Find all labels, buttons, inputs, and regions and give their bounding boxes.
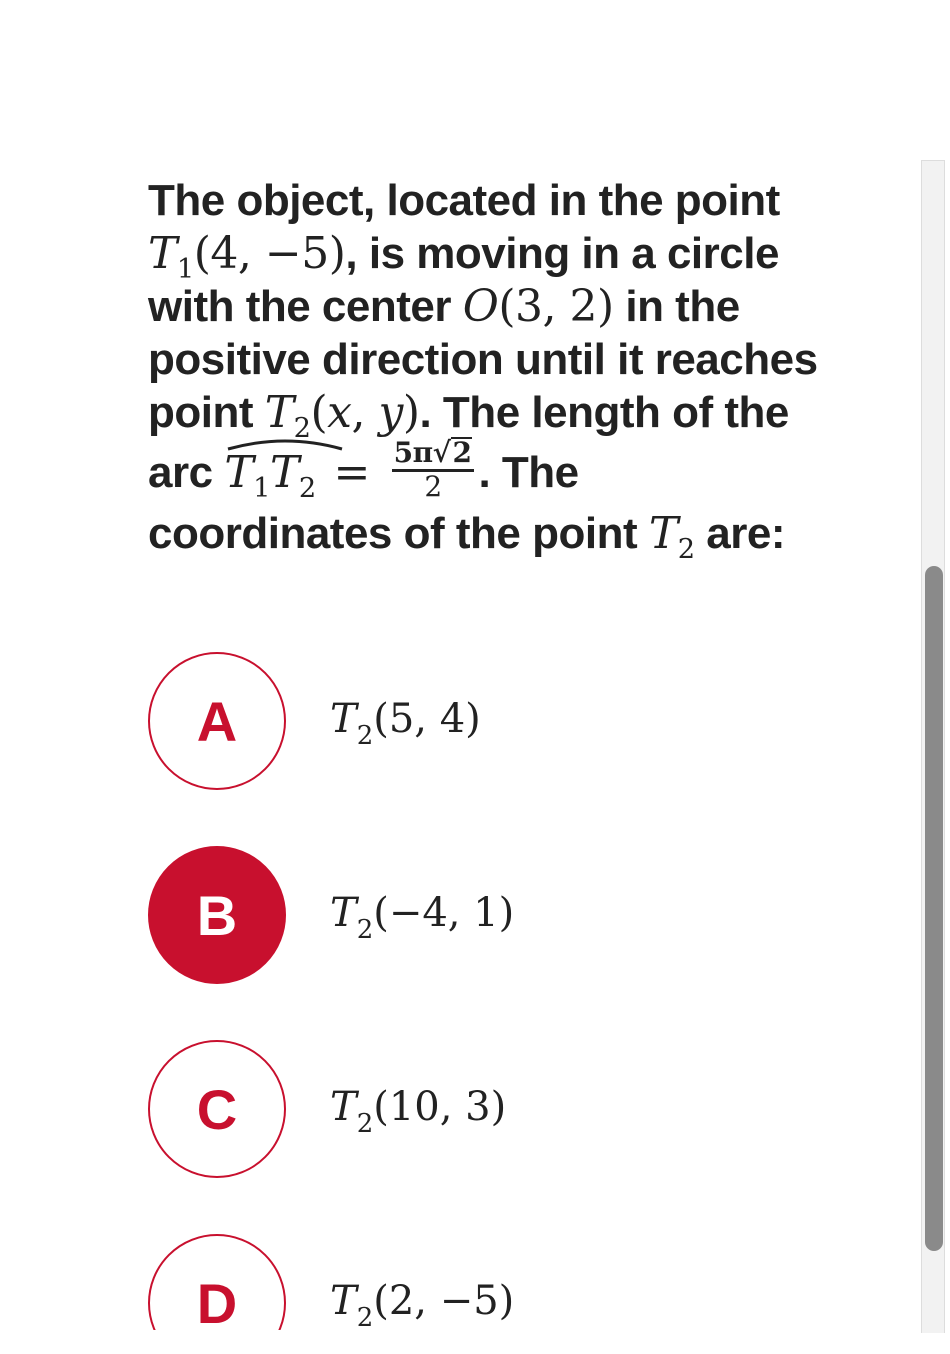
option-d-var: T — [330, 1278, 357, 1324]
point-t2-var: T — [264, 387, 294, 438]
option-b-badge[interactable]: B — [148, 846, 286, 984]
arc-t2-var: T — [270, 447, 299, 498]
question-line-5 — [148, 386, 848, 444]
question-line-7-pre: coordinates of the point — [148, 509, 638, 558]
option-d-badge[interactable]: D — [148, 1234, 286, 1330]
option-a-coords: (5, 4) — [373, 696, 481, 742]
point-t1-sub: 1 — [176, 253, 194, 285]
question-line-4-text: positive direction until it reaches — [148, 335, 818, 384]
question-line-3-post: in the — [625, 282, 740, 331]
question-line-5-post: . The length of the — [419, 388, 789, 437]
question-line-3-pre: with the center — [148, 282, 451, 331]
arc-t2-sub: 2 — [298, 472, 316, 504]
question-line-3 — [148, 280, 848, 333]
option-d-text — [330, 1278, 515, 1330]
fraction-numerator — [392, 437, 475, 472]
option-b-var: T — [330, 890, 357, 936]
option-c-badge[interactable]: C — [148, 1040, 286, 1178]
center-coords: (3, 2) — [498, 281, 614, 332]
arc-t1-sub: 1 — [253, 472, 271, 504]
option-b-coords: (−4, 1) — [373, 890, 515, 936]
option-c-coords: (10, 3) — [373, 1084, 507, 1130]
arc-word: arc — [148, 448, 213, 497]
option-a[interactable] — [148, 652, 848, 792]
option-b[interactable] — [148, 846, 848, 986]
center-var: O — [462, 281, 499, 332]
option-c[interactable] — [148, 1040, 848, 1180]
question-line-1-text: The object, located in the point — [148, 176, 780, 225]
option-c-var: T — [330, 1084, 357, 1130]
point-t2-close: ) — [402, 387, 420, 438]
option-a-badge[interactable]: A — [148, 652, 286, 790]
point-t2-open: ( — [310, 387, 328, 438]
line7-sub: 2 — [677, 533, 695, 565]
point-t2-y: y — [378, 387, 403, 438]
question-line-4 — [148, 333, 848, 386]
line7-var: T — [648, 508, 678, 559]
option-a-sub: 2 — [356, 721, 374, 751]
question-line-7 — [148, 507, 848, 565]
option-d-coords: (2, −5) — [373, 1278, 515, 1324]
question-line-6 — [148, 436, 848, 507]
fraction-denominator: 2 — [424, 470, 442, 504]
point-t2-comma: , — [351, 387, 379, 438]
question-line-2-text: , is moving in a circle — [345, 229, 779, 278]
option-c-sub: 2 — [356, 1109, 374, 1139]
option-a-text — [330, 696, 481, 751]
question-text — [148, 174, 848, 565]
scrollbar-thumb[interactable] — [925, 566, 943, 1251]
question-line-6-post: . The — [478, 448, 579, 497]
point-t2-x: x — [327, 387, 352, 438]
option-b-text — [330, 890, 515, 945]
arc-expression — [224, 439, 315, 513]
point-t1-var: T — [148, 228, 177, 279]
question-line-5-pre: point — [148, 388, 254, 437]
point-t1-coords: (4, −5) — [193, 228, 346, 279]
question-line-2 — [148, 227, 848, 285]
radicand: 2 — [452, 436, 472, 470]
option-d[interactable] — [148, 1234, 848, 1330]
option-a-var: T — [330, 696, 357, 742]
option-d-sub: 2 — [356, 1303, 374, 1330]
option-b-sub: 2 — [356, 915, 374, 945]
arc-t1-var: T — [224, 447, 254, 498]
point-t2-sub: 2 — [293, 412, 311, 444]
fraction-numerator-pre: 5π — [393, 436, 433, 470]
question-line-1 — [148, 174, 848, 227]
arc-length-fraction — [392, 436, 475, 504]
question-line-7-post: are: — [706, 509, 786, 558]
option-c-text — [330, 1084, 507, 1139]
radical-sign: √ — [432, 436, 451, 470]
equals-sign: = — [333, 447, 370, 498]
arc-hat-icon — [226, 433, 344, 453]
